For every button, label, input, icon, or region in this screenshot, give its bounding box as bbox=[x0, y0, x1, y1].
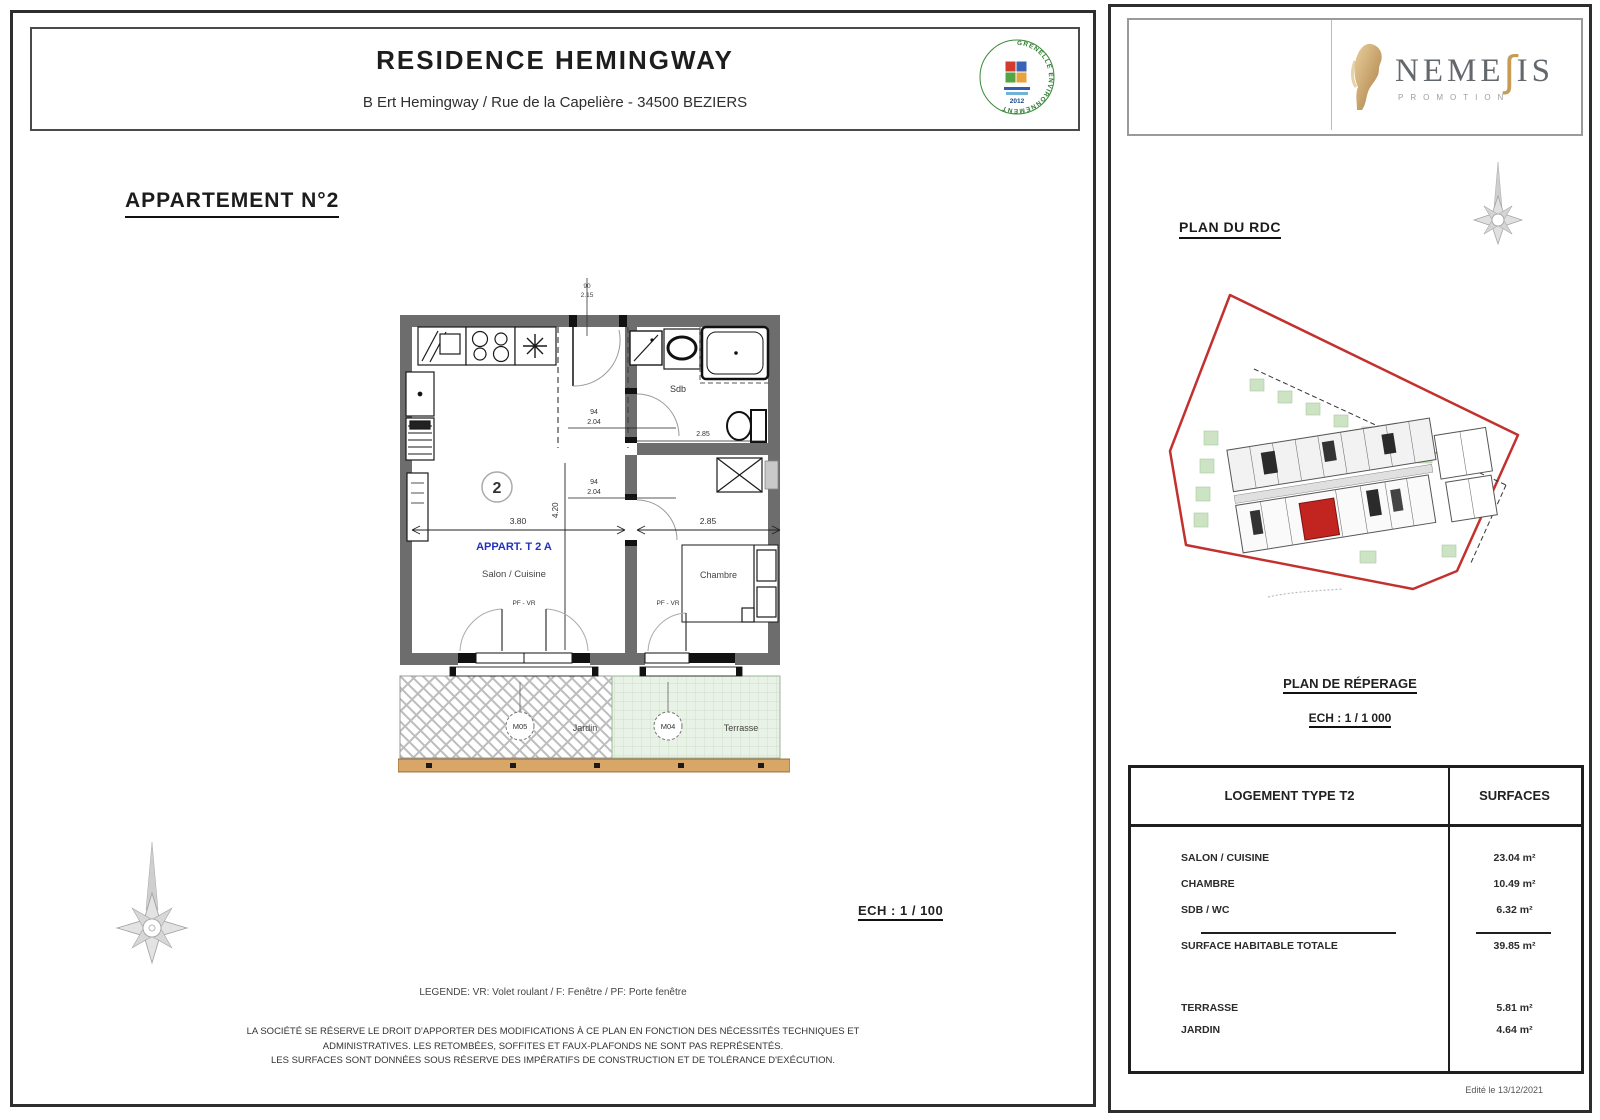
site-plan-drawing bbox=[1150, 283, 1520, 613]
sdb-label: Sdb bbox=[670, 384, 687, 394]
rdc-plan-title: PLAN DU RDC bbox=[1179, 219, 1281, 239]
title-block bbox=[30, 27, 1080, 131]
table-row-label: SALON / CUISINE bbox=[1181, 852, 1270, 864]
chambre-furniture bbox=[682, 458, 778, 622]
surfaces-table bbox=[1128, 765, 1584, 1074]
table-header-left: LOGEMENT TYPE T2 bbox=[1224, 788, 1355, 803]
kitchen-column-units bbox=[406, 372, 434, 541]
depth-dimension bbox=[551, 463, 565, 650]
residence-address: B Ert Hemingway / Rue de la Capelière - 34500 BEZIERS bbox=[362, 94, 748, 111]
nemesis-face-icon bbox=[1345, 39, 1389, 115]
disclaimer-line: LES SURFACES SONT DONNÉES SOUS RÉSERVE DES IMPÉRATIFS DE CONSTRUCTION ET DE TOLÉRANCE D'EXÉCUTION. bbox=[270, 1055, 835, 1067]
width-dimensions bbox=[412, 526, 780, 534]
table-row-value: 5.81 m² bbox=[1496, 1002, 1533, 1014]
svg-text:M05: M05 bbox=[512, 722, 528, 731]
floor-plan-drawing bbox=[398, 278, 790, 778]
total-rule-right bbox=[1476, 932, 1551, 934]
plan-legend: LEGENDE: VR: Volet roulant / F: Fenêtre / PF: Porte fenêtre bbox=[419, 987, 687, 998]
edition-date: Edité le 13/12/2021 bbox=[1465, 1085, 1543, 1095]
svg-text:M04: M04 bbox=[660, 722, 676, 731]
entry-door-dimension bbox=[581, 278, 594, 336]
eco-certification-icon bbox=[976, 35, 1058, 121]
table-row-label: JARDIN bbox=[1181, 1024, 1221, 1036]
residence-title: RESIDENCE HEMINGWAY bbox=[376, 45, 734, 75]
unit-number: 2 bbox=[492, 480, 502, 497]
svg-text:90: 90 bbox=[583, 283, 591, 290]
svg-text:GRENELLE ENVIRONNEMENT: GRENELLE ENVIRONNEMENT bbox=[1000, 39, 1055, 115]
brand-tagline: PROMOTION bbox=[1398, 93, 1511, 102]
svg-text:4.20: 4.20 bbox=[551, 502, 560, 518]
logo-divider bbox=[1331, 20, 1332, 130]
svg-text:2.15: 2.15 bbox=[580, 292, 594, 299]
table-row-value: 10.49 m² bbox=[1493, 878, 1536, 890]
promoter-logo-block bbox=[1127, 18, 1583, 136]
plan-scale-label: ECH : 1 / 100 bbox=[858, 903, 943, 921]
jardin-area bbox=[400, 676, 612, 758]
sdb-door bbox=[568, 388, 679, 443]
table-row-value: 23.04 m² bbox=[1493, 852, 1536, 864]
salon-width-dim: 3.80 bbox=[509, 516, 527, 526]
unit-label: APPART. T 2 A bbox=[476, 541, 552, 553]
table-total-label: SURFACE HABITABLE TOTALE bbox=[1181, 940, 1338, 952]
location-page bbox=[1108, 4, 1592, 1113]
chambre-door-tag: PF - VR bbox=[656, 600, 680, 607]
terrasse-label: Terrasse bbox=[723, 723, 759, 733]
table-row-value: 4.64 m² bbox=[1496, 1024, 1533, 1036]
table-header-right: SURFACES bbox=[1479, 788, 1550, 803]
svg-text:94: 94 bbox=[590, 479, 598, 486]
svg-text:2012: 2012 bbox=[1009, 98, 1025, 105]
salon-label: Salon / Cuisine bbox=[482, 569, 546, 580]
salon-door-tag: PF - VR bbox=[512, 600, 536, 607]
kitchen-units bbox=[418, 327, 556, 365]
svg-text:2.04: 2.04 bbox=[587, 419, 601, 426]
disclaimer-line: LA SOCIÉTÉ SE RÉSERVE LE DROIT D'APPORTER DES MODIFICATIONS À CE PLAN EN FONCTION DES NÉCESSITÉS TECHNIQUES ET bbox=[246, 1026, 860, 1037]
table-row-value: 6.32 m² bbox=[1496, 904, 1533, 916]
compass-rose-small-icon bbox=[1458, 162, 1538, 264]
compass-rose-icon bbox=[85, 840, 220, 988]
table-row-label: CHAMBRE bbox=[1181, 878, 1235, 890]
svg-text:2.04: 2.04 bbox=[587, 489, 601, 496]
svg-text:2.85: 2.85 bbox=[696, 431, 710, 438]
legal-disclaimer bbox=[13, 1025, 1093, 1069]
disclaimer-line: ADMINISTRATIVES. LES RETOMBÉES, SOFFITES ET FAUX-PLAFONDS NE SONT PAS REPRÉSENTÉS. bbox=[322, 1040, 784, 1052]
entry-corridor bbox=[558, 327, 628, 448]
apartment-title: APPARTEMENT N°2 bbox=[125, 189, 339, 218]
chambre-door bbox=[568, 479, 677, 546]
terrasse-area bbox=[612, 676, 780, 758]
chambre-label: Chambre bbox=[700, 570, 738, 580]
table-row-label: SDB / WC bbox=[1181, 904, 1230, 916]
reperage-scale-label: ECH : 1 / 1 000 bbox=[1111, 709, 1589, 727]
reperage-title: PLAN DE RÉPERAGE bbox=[1111, 675, 1589, 693]
street-annotation bbox=[1268, 589, 1342, 597]
brand-name: NEMEʃIS bbox=[1395, 47, 1554, 96]
table-row-label: TERRASSE bbox=[1181, 1002, 1239, 1014]
highlighted-unit bbox=[1299, 498, 1339, 540]
total-rule-left bbox=[1201, 932, 1396, 934]
chambre-width-dim: 2.85 bbox=[699, 516, 717, 526]
svg-text:94: 94 bbox=[590, 409, 598, 416]
brand-swoosh: ʃ bbox=[1503, 47, 1518, 96]
salon-window bbox=[450, 609, 598, 676]
table-total-value: 39.85 m² bbox=[1493, 940, 1536, 952]
jardin-label: Jardin bbox=[572, 723, 598, 733]
bathroom-fixtures bbox=[630, 327, 770, 442]
plan-page bbox=[10, 10, 1096, 1107]
